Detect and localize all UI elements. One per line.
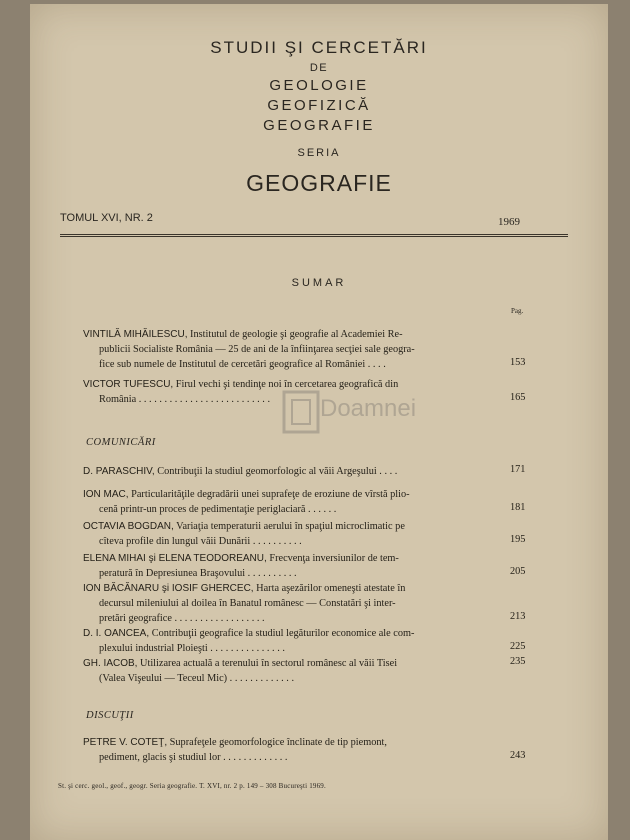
toc-entry-title: peratură în Depresiunea Braşovului . . . . . . . . . . <box>99 568 297 579</box>
toc-entry-title: România . . . . . . . . . . . . . . . . . . . . . . . . . . <box>99 394 271 405</box>
toc-entry-title: Frecvenţa inversiunilor de tem- <box>266 553 399 564</box>
divider-line <box>60 236 568 237</box>
toc-entry-title: fice sub numele de Institutul de cercetări geografice al României . . . . <box>99 359 386 370</box>
toc-entry-line <box>83 519 548 534</box>
toc-entry-line <box>83 487 548 502</box>
page-column-label: Pag. <box>511 307 524 315</box>
toc-entry-line <box>83 641 548 656</box>
toc-entry-author: D. PARASCHIV, <box>83 466 155 477</box>
toc-entry-line <box>83 464 548 479</box>
masthead-de: DE <box>309 62 329 74</box>
masthead-geografie: GEOGRAFIE <box>263 117 375 134</box>
toc-entry-title: decursul mileniului al doilea în Banatul românesc — Constatări şi inter- <box>99 598 396 609</box>
masthead-disciplines <box>30 76 608 136</box>
toc-entry-author: ION MAC, <box>83 489 129 500</box>
toc-entry <box>83 327 548 372</box>
toc-entry <box>83 464 548 479</box>
toc-entry-author: OCTAVIA BOGDAN, <box>83 521 174 532</box>
toc-entry-title: Variaţia temperaturii aerului în spaţiul microclimatic pe <box>173 521 405 532</box>
toc-entry-title: Utilizarea actuală a terenului în sectorul românesc al văii Tisei <box>137 658 398 669</box>
toc-entry-page-number: 181 <box>510 502 526 513</box>
toc-entry-title: Firul vechi şi tendinţe noi în cercetarea geografică din <box>173 379 399 390</box>
toc-entry-title: cenă printr-un proces de pedimentaţie periglaciară . . . . . . <box>99 504 337 515</box>
toc-entry-title: publicii Socialiste România — 25 de ani de la înfiinţarea secţiei sale geogra- <box>99 344 415 355</box>
section-heading-comunicari: COMUNICĂRI <box>86 437 156 448</box>
toc-entry-line <box>83 581 548 596</box>
toc-entry-title: Contribuţii geografice la studiul legăturilor economice ale com- <box>149 628 415 639</box>
toc-entry <box>83 487 548 517</box>
toc-entry-line <box>83 656 548 671</box>
toc-entry-line <box>83 327 548 342</box>
divider-line <box>60 234 568 235</box>
masthead-title: STUDII ŞI CERCETĂRI <box>210 38 428 57</box>
page-footer: St. şi cerc. geol., geof., geogr. Seria geografie. T. XVI, nr. 2 p. 149 – 308 Bucureşti 1969. <box>58 782 326 790</box>
toc-entry-line <box>83 342 548 357</box>
masthead-geologie: GEOLOGIE <box>269 77 369 94</box>
watermark-logo <box>282 382 417 452</box>
toc-entry-line <box>83 534 548 549</box>
toc-entry-line <box>83 566 548 581</box>
toc-entry-author: ION BĂCĂNARU şi IOSIF GHERCEC, <box>83 583 254 594</box>
watermark-text: Doamnei <box>320 395 417 422</box>
toc-title: SUMAR <box>291 277 347 289</box>
toc-entry-line <box>83 551 548 566</box>
masthead-series-name: GEOGRAFIE <box>246 170 392 196</box>
toc-entry-title: (Valea Vişeului — Teceul Mic) . . . . . . . . . . . . . <box>99 673 295 684</box>
toc-entry-title: cîteva profile din lungul văii Dunării . . . . . . . . . . <box>99 536 302 547</box>
toc-entry <box>83 735 548 765</box>
toc-entry <box>83 626 548 656</box>
document-page <box>30 4 608 840</box>
toc-entry-author: ELENA MIHAI şi ELENA TEODOREANU, <box>83 553 267 564</box>
toc-entry-title: Suprafeţele geomorfologice înclinate de tip piemont, <box>167 737 387 748</box>
toc-entry-title: Contribuţii la studiul geomorfologic al văii Argeşului . . . . <box>154 466 398 477</box>
toc-entry-line <box>83 502 548 517</box>
toc-entry-author: GH. IACOB, <box>83 658 138 669</box>
toc-entry-page-number: 171 <box>510 464 526 475</box>
toc-entry-page-number: 235 <box>510 656 526 667</box>
toc-entry-author: D. I. OANCEA, <box>83 628 150 639</box>
toc-entry-title: Institutul de geologie şi geografie al Academiei Re- <box>187 329 403 340</box>
toc-entry <box>83 581 548 626</box>
volume-number: TOMUL XVI, NR. 2 <box>60 212 153 224</box>
toc-entry-author: PETRE V. COTEŢ, <box>83 737 168 748</box>
toc-entry-page-number: 213 <box>510 611 526 622</box>
toc-entry-title: Harta aşezărilor omeneşti atestate în <box>253 583 406 594</box>
toc-entry-line <box>83 750 548 765</box>
toc-entry-author: VICTOR TUFESCU, <box>83 379 174 390</box>
toc-entry-title: Particularităţile degradării unei suprafeţe de eroziune de vîrstă plio- <box>128 489 410 500</box>
toc-entry-line <box>83 671 548 686</box>
toc-entry <box>83 551 548 581</box>
toc-entry-page-number: 205 <box>510 566 526 577</box>
toc-entry-title: pretări geografice . . . . . . . . . . . . . . . . . . <box>99 613 265 624</box>
masthead-seria: SERIA <box>297 147 341 159</box>
toc-entry-author: VINTILĂ MIHĂILESCU, <box>83 329 188 340</box>
toc-entry-line <box>83 735 548 750</box>
toc-entry-title: pediment, glacis şi studiul lor . . . . . . . . . . . . . <box>99 752 288 763</box>
section-heading-discutii: DISCUŢII <box>86 710 134 721</box>
toc-entry <box>83 656 548 686</box>
toc-entry-page-number: 165 <box>510 392 526 403</box>
toc-entry-page-number: 225 <box>510 641 526 652</box>
toc-entry-line <box>83 626 548 641</box>
toc-entry-page-number: 195 <box>510 534 526 545</box>
toc-entry-line <box>83 596 548 611</box>
toc-entry-page-number: 243 <box>510 750 526 761</box>
toc-entry-line <box>83 357 548 372</box>
toc-entry <box>83 519 548 549</box>
masthead-geofizica: GEOFIZICĂ <box>267 97 371 114</box>
toc-entry-line <box>83 611 548 626</box>
publication-year: 1969 <box>498 216 520 228</box>
toc-entry-page-number: 153 <box>510 357 526 368</box>
toc-entry-title: plexului industrial Ploieşti . . . . . . . . . . . . . . . <box>99 643 285 654</box>
